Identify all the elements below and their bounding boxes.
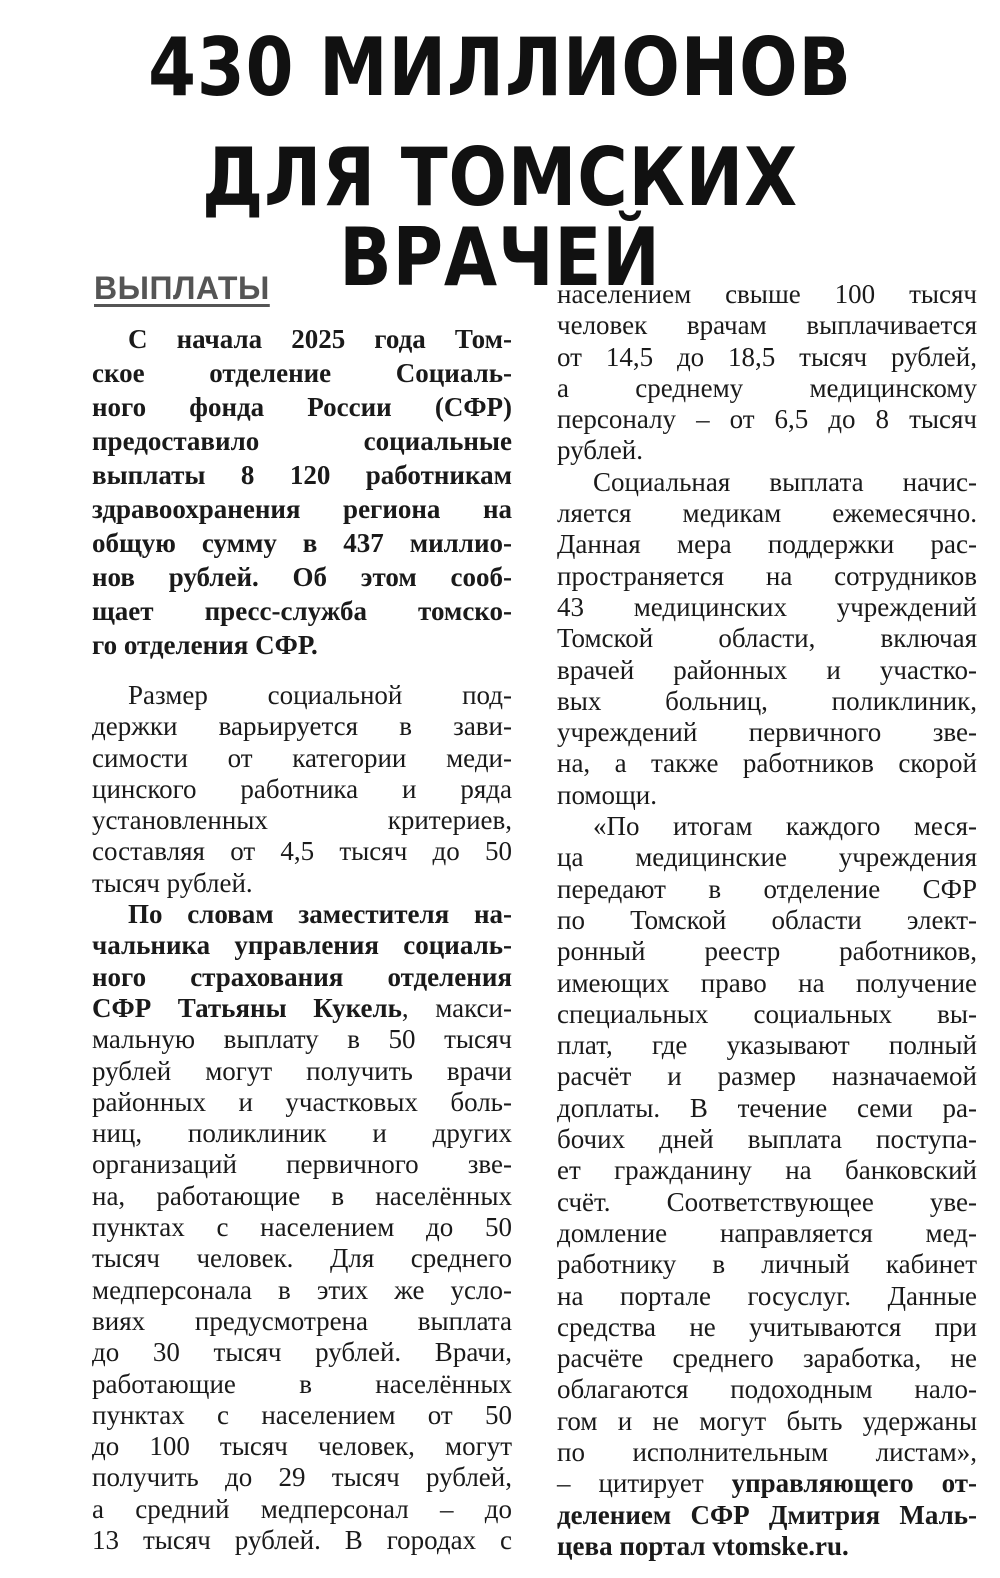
article-paragraph bbox=[92, 899, 512, 1556]
text-line: здравоохранения региона на bbox=[92, 494, 512, 524]
text-line: на портале госуслуг. Данные bbox=[557, 1280, 977, 1311]
text-line: помощи. bbox=[557, 779, 658, 810]
text-fragment: управляющего от- bbox=[731, 1468, 978, 1499]
text-line: расчёт и размер назначаемой bbox=[557, 1061, 977, 1092]
text-line: предоставило социальные bbox=[92, 426, 512, 456]
text-line: делением СФР Дмитрия Маль- bbox=[557, 1499, 977, 1530]
text-line: нов рублей. Об этом сооб- bbox=[92, 562, 512, 592]
text-line: цева портал vtomske.ru. bbox=[557, 1530, 849, 1561]
text-line: ного фонда России (СФР) bbox=[92, 392, 512, 422]
text-line: пространяется на сотрудников bbox=[557, 560, 977, 591]
text-line: ляется медикам ежемесячно. bbox=[557, 498, 977, 529]
text-line: медперсонала в этих же усло- bbox=[92, 1274, 512, 1305]
text-line: пунктах с населением от 50 bbox=[92, 1399, 512, 1430]
text-line: выплаты 8 120 работникам bbox=[92, 460, 512, 490]
text-line bbox=[557, 1468, 977, 1499]
text-line: По словам заместителя на- bbox=[128, 899, 512, 930]
text-line: работающие в населённых bbox=[92, 1368, 512, 1399]
text-line: ет гражданину на банковский bbox=[557, 1155, 977, 1186]
text-line: рублей. bbox=[557, 435, 644, 466]
text-line bbox=[92, 993, 512, 1024]
text-line: а среднему медицинскому bbox=[557, 372, 977, 403]
article-paragraph bbox=[557, 467, 977, 811]
article-paragraph bbox=[92, 680, 512, 899]
text-line: составляя от 4,5 тысяч до 50 bbox=[92, 836, 512, 867]
left-column bbox=[92, 268, 512, 1556]
text-line: по Томской области элект- bbox=[557, 904, 977, 935]
headline-line-1: 430 МИЛЛИОНОВ bbox=[148, 21, 852, 114]
text-line: организаций первичного зве- bbox=[92, 1149, 512, 1180]
text-line: а средний медперсонал – до bbox=[92, 1493, 512, 1524]
text-line: человек врачам выплачивается bbox=[557, 310, 977, 341]
article-paragraph bbox=[557, 279, 977, 467]
text-line: пунктах с населением до 50 bbox=[92, 1212, 512, 1243]
text-line: Размер социальной под- bbox=[128, 680, 512, 710]
text-line: щает пресс-служба томско- bbox=[92, 596, 512, 626]
text-line: чальника управления социаль- bbox=[92, 930, 512, 961]
text-line: тысяч человек. Для среднего bbox=[92, 1243, 512, 1274]
headline-line-2: ДЛЯ ТОМСКИХ ВРАЧЕЙ bbox=[201, 131, 799, 304]
text-line: держки варьируется в зави- bbox=[92, 711, 512, 742]
text-line: ного страхования отделения bbox=[92, 961, 512, 992]
text-line: передают в отделение СФР bbox=[557, 873, 977, 904]
text-line: специальных социальных вы- bbox=[557, 998, 977, 1029]
text-line: гом и не могут быть удержаны bbox=[557, 1405, 977, 1436]
text-line: облагаются подоходным нало- bbox=[557, 1374, 977, 1405]
text-line: ронный реестр работников, bbox=[557, 936, 977, 967]
text-line: на, работающие в населённых bbox=[92, 1180, 512, 1211]
text-line: виях предусмотрена выплата bbox=[92, 1305, 512, 1336]
text-fragment: СФР Татьяны Кукель bbox=[92, 992, 402, 1023]
lead-paragraph bbox=[92, 322, 512, 662]
text-line: Томской области, включая bbox=[557, 623, 977, 654]
text-line: цинского работника и ряда bbox=[92, 773, 512, 804]
text-line: до 30 тысяч рублей. Врачи, bbox=[92, 1337, 512, 1368]
text-line: «По итогам каждого меся- bbox=[593, 811, 977, 842]
text-line: симости от категории меди- bbox=[92, 742, 512, 773]
text-line: 43 медицинских учреждений bbox=[557, 591, 977, 622]
rubric: ВЫПЛАТЫ bbox=[94, 270, 270, 306]
text-line: счёт. Соответствующее уве- bbox=[557, 1186, 977, 1217]
text-line: вых больниц, поликлиник, bbox=[557, 685, 977, 716]
text-line: установленных критериев, bbox=[92, 805, 512, 836]
text-line: го отделения СФР. bbox=[92, 630, 318, 660]
text-line: получить до 29 тысяч рублей, bbox=[92, 1462, 512, 1493]
text-line: ца медицинские учреждения bbox=[557, 842, 977, 873]
text-line: имеющих право на получение bbox=[557, 967, 977, 998]
text-line: на, а также работников скорой bbox=[557, 748, 977, 779]
text-line: районных и участковых боль- bbox=[92, 1086, 512, 1117]
text-line: тысяч рублей. bbox=[92, 867, 253, 898]
text-line: ниц, поликлиник и других bbox=[92, 1118, 512, 1149]
text-line: доплаты. В течение семи ра- bbox=[557, 1092, 977, 1123]
text-line: домление направляется мед- bbox=[557, 1217, 977, 1248]
text-fragment: , макси- bbox=[401, 992, 512, 1023]
text-line: персоналу – от 6,5 до 8 тысяч bbox=[557, 404, 977, 435]
article-paragraph bbox=[557, 811, 977, 1562]
text-line: до 100 тысяч человек, могут bbox=[92, 1431, 512, 1462]
text-line: рублей могут получить врачи bbox=[92, 1055, 512, 1086]
text-line: расчёте среднего заработка, не bbox=[557, 1343, 977, 1374]
text-line: врачей районных и участко- bbox=[557, 654, 977, 685]
text-line: учреждений первичного зве- bbox=[557, 717, 977, 748]
text-line: С начала 2025 года Том- bbox=[128, 324, 512, 354]
text-line: Данная мера поддержки рас- bbox=[557, 529, 977, 560]
text-line: бочих дней выплата поступа- bbox=[557, 1124, 977, 1155]
text-fragment: – цитирует bbox=[557, 1468, 732, 1499]
text-line: плат, где указывают полный bbox=[557, 1030, 977, 1061]
text-line: мальную выплату в 50 тысяч bbox=[92, 1024, 512, 1055]
text-line: Социальная выплата начис- bbox=[593, 466, 977, 497]
text-line: населением свыше 100 тысяч bbox=[557, 279, 977, 309]
right-column bbox=[557, 279, 977, 1562]
text-line: средства не учитываются при bbox=[557, 1311, 977, 1342]
text-line: ское отделение Социаль- bbox=[92, 358, 512, 388]
text-line: работнику в личный кабинет bbox=[557, 1249, 977, 1280]
text-line: по исполнительным листам», bbox=[557, 1436, 977, 1467]
text-line: общую сумму в 437 миллио- bbox=[92, 528, 512, 558]
text-line: от 14,5 до 18,5 тысяч рублей, bbox=[557, 341, 977, 372]
text-line: 13 тысяч рублей. В городах с bbox=[92, 1525, 512, 1556]
